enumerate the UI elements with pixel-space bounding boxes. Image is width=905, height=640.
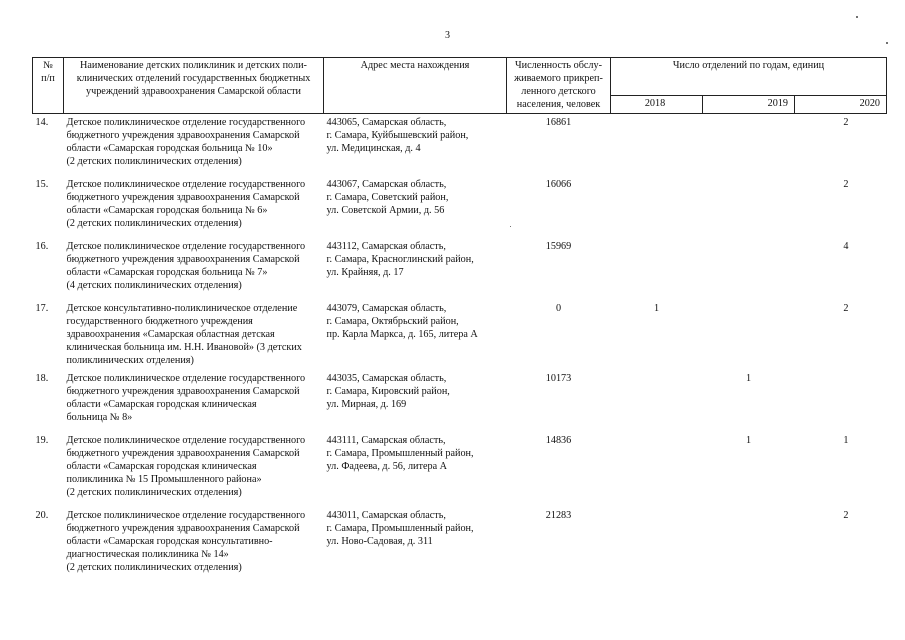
row-address: 443111, Самарская область, г. Самара, Промышленный район, ул. Фадеева, д. 56, литера А xyxy=(326,434,474,472)
table-row xyxy=(33,114,887,176)
row-2018 xyxy=(611,432,703,507)
row-2019 xyxy=(703,300,795,370)
row-name: Детское поликлиническое отделение государственного бюджетного учреждения здравоохранения Самарской области «Самарская городская больница № 7» (4 детских поликлинических отделения) xyxy=(66,240,306,291)
table-row xyxy=(33,370,887,432)
row-2018 xyxy=(611,114,703,176)
row-name: Детское поликлиническое отделение государственного бюджетного учреждения здравоохранения Самарской области «Самарская городская больница № 10» (2 детских поликлинических отделения) xyxy=(66,117,306,167)
table-row xyxy=(33,176,887,238)
row-2020: 2 xyxy=(843,509,849,521)
page-number: 3 xyxy=(445,30,450,41)
row-2019: 1 xyxy=(745,372,752,384)
row-name: Детское поликлиническое отделение государственного бюджетного учреждения здравоохранения Самарской области «Самарская городская клиническая поликлиника № 15 Промышленного района» (2 детских поликлинических отделения) xyxy=(66,434,306,498)
header-name: Наименование детских поликлиник и детских поли- клинических отделений государственных бюджетных учреждений здравоохранения Самарской области xyxy=(64,58,324,114)
table-row xyxy=(33,238,887,300)
row-population: 14836 xyxy=(545,434,572,446)
row-2018 xyxy=(611,507,703,577)
row-2020: 1 xyxy=(843,434,849,446)
row-name: Детское поликлиническое отделение государственного бюджетного учреждения здравоохранения Самарской области «Самарская городская клиническая больница № 8» xyxy=(66,372,306,423)
row-address: 443011, Самарская область, г. Самара, Промышленный район, ул. Ново-Садовая, д. 311 xyxy=(326,509,474,547)
row-population: 0 xyxy=(555,302,562,314)
table-row xyxy=(33,432,887,507)
row-number: 19. xyxy=(35,434,49,446)
row-number: 18. xyxy=(35,372,49,384)
header-address: Адрес места нахождения xyxy=(324,58,507,114)
row-2019 xyxy=(703,507,795,577)
header-departments: Число отделений по годам, единиц xyxy=(611,58,887,96)
row-2018 xyxy=(611,238,703,300)
row-2020: 2 xyxy=(843,302,849,314)
row-number: 20. xyxy=(35,509,49,521)
header-year-2019: 2019 xyxy=(703,96,795,114)
row-population: 16066 xyxy=(545,178,572,190)
row-population: 21283 xyxy=(545,509,572,521)
row-address: 443067, Самарская область, г. Самара, Советский район, ул. Советской Армии, д. 56 xyxy=(326,178,449,216)
row-2018 xyxy=(611,370,703,432)
header-num: № п/п xyxy=(33,58,64,114)
row-2020: 2 xyxy=(843,117,849,128)
table-row xyxy=(33,507,887,577)
row-population: 10173 xyxy=(545,372,572,384)
row-2020: 2 xyxy=(843,178,849,190)
row-population: 15969 xyxy=(545,240,572,252)
row-population: 16861 xyxy=(545,117,572,128)
row-2019: 1 xyxy=(745,434,752,446)
table-row xyxy=(33,300,887,370)
table-body xyxy=(33,114,887,577)
row-address: 443035, Самарская область, г. Самара, Кировский район, ул. Мирная, д. 169 xyxy=(326,372,450,410)
header-year-2020: 2020 xyxy=(795,96,887,114)
row-2018: 1 xyxy=(653,302,660,314)
row-number: 15. xyxy=(35,178,49,190)
row-name: Детское консультативно-поликлиническое отделение государственного бюджетного учреждения здравоохранения «Самарская областная детская клиническая больница им. Н.Н. Ивановой» (3 детских поликлинических отделения) xyxy=(66,302,302,366)
row-name: Детское поликлиническое отделение государственного бюджетного учреждения здравоохранения Самарской области «Самарская городская консультативно- диагностическая поликлиника № 14» (2 детских поликлинических отделения) xyxy=(66,509,306,573)
scan-speck xyxy=(510,226,511,227)
row-2018 xyxy=(611,176,703,238)
row-address: 443112, Самарская область, г. Самара, Красноглинский район, ул. Крайняя, д. 17 xyxy=(326,240,474,278)
row-address: 443065, Самарская область, г. Самара, Куйбышевский район, ул. Медицинская, д. 4 xyxy=(326,117,469,154)
row-2020: 4 xyxy=(843,240,849,252)
row-name: Детское поликлиническое отделение государственного бюджетного учреждения здравоохранения Самарской области «Самарская городская больница № 6» (2 детских поликлинических отделения) xyxy=(66,178,306,229)
header-year-2018: 2018 xyxy=(611,96,703,114)
header-population: Численность обслу- живаемого прикреп- ленного детского населения, человек xyxy=(507,58,611,114)
row-address: 443079, Самарская область, г. Самара, Октябрьский район, пр. Карла Маркса, д. 165, литера А xyxy=(326,302,478,340)
row-number: 16. xyxy=(35,240,49,252)
row-number: 17. xyxy=(35,302,49,314)
scan-speck xyxy=(886,42,888,44)
polyclinics-table xyxy=(32,57,887,577)
scan-speck xyxy=(856,16,858,18)
row-number: 14. xyxy=(35,117,49,128)
row-2020 xyxy=(795,370,887,432)
row-2019 xyxy=(703,114,795,176)
row-2019 xyxy=(703,238,795,300)
row-2019 xyxy=(703,176,795,238)
